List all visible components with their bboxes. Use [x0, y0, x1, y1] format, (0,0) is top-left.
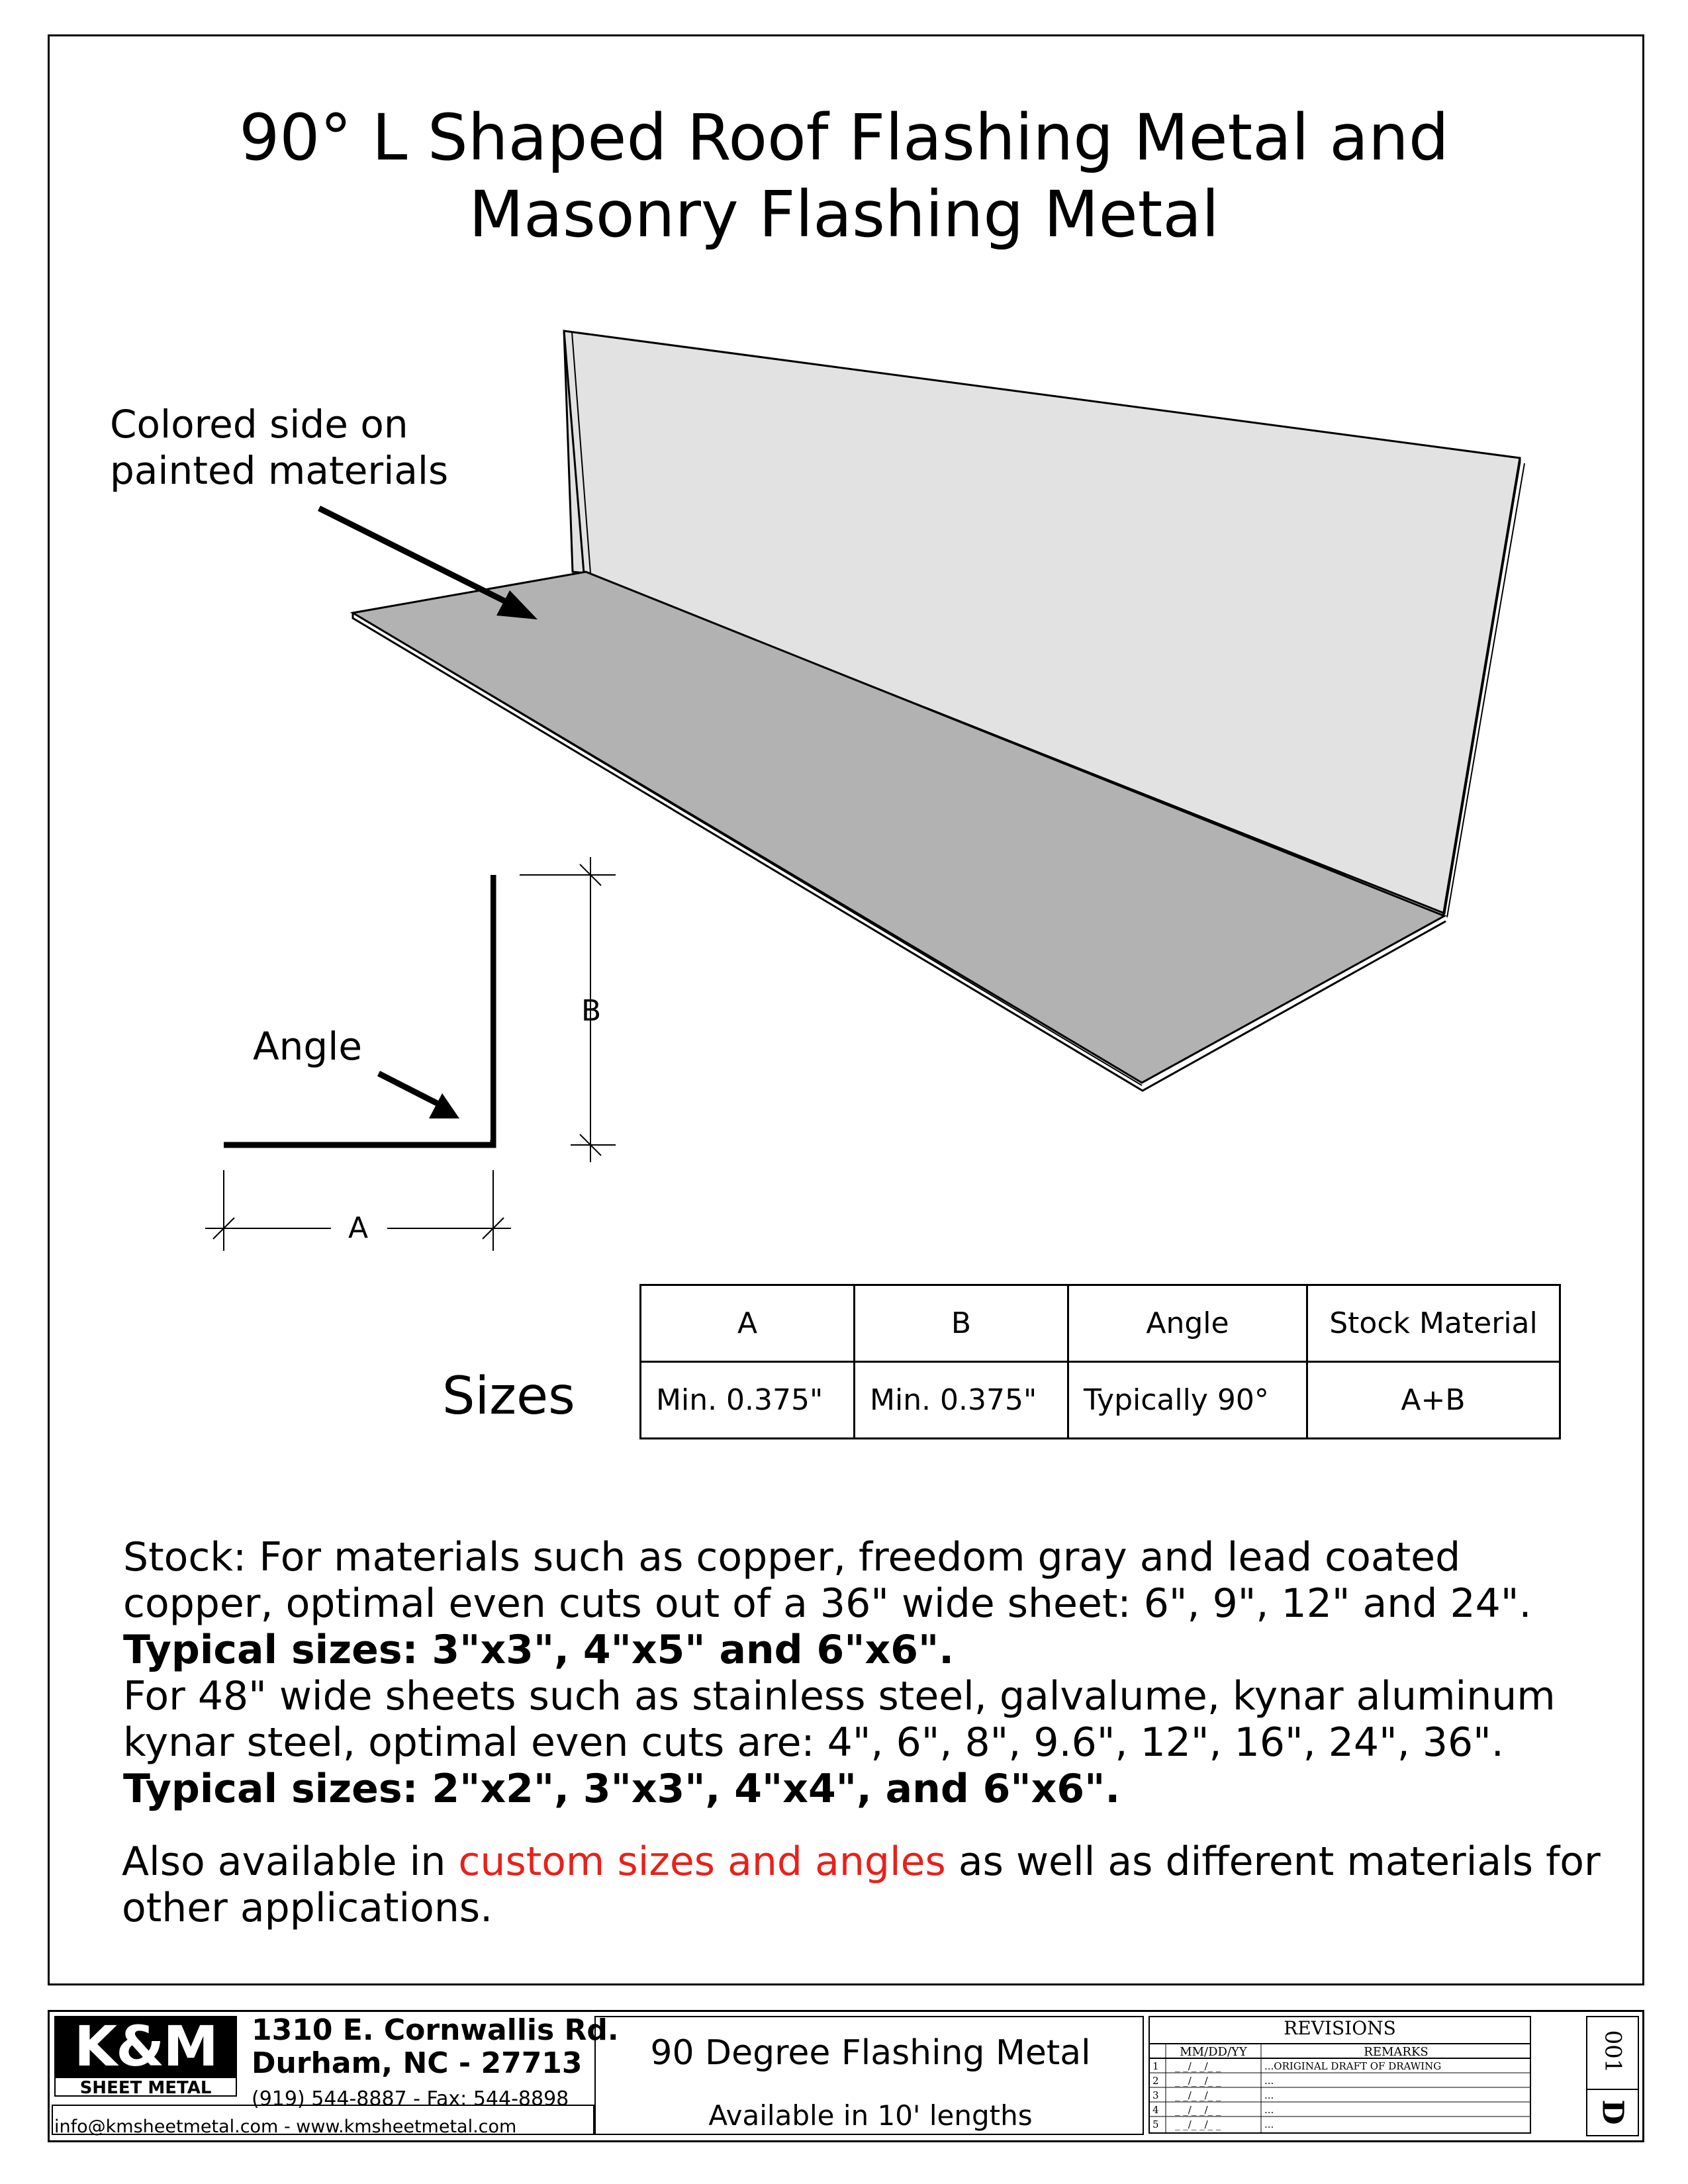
sizes-table — [639, 1284, 1561, 1439]
contact-web: info@kmsheetmetal.com - www.kmsheetmetal.com — [54, 2116, 517, 2137]
availability-prefix: Also available in — [122, 1839, 459, 1885]
stock-line-1: Stock: For materials such as copper, freedom gray and lead coated — [123, 1534, 1461, 1580]
rev-row-1-num: 1 — [1152, 2060, 1159, 2072]
colored-side-callout-line1: Colored side on — [110, 402, 408, 447]
rev-row-5-remark: ... — [1264, 2118, 1274, 2130]
sheet-letter-text: D — [1595, 2099, 1630, 2125]
stock-typical-sizes-1: Typical sizes: 3"x3", 4"x5" and 6"x6". — [123, 1627, 954, 1673]
sizes-label: Sizes — [442, 1367, 575, 1426]
stock-line-2: copper, optimal even cuts out of a 36" wide sheet: 6", 9", 12" and 24". — [123, 1580, 1532, 1627]
header-stock-material: Stock Material — [1307, 1285, 1560, 1362]
rev-row-2-date: _ _/_ _/_ _ — [1175, 2075, 1221, 2087]
rev-row-4-date: _ _/_ _/_ _ — [1175, 2104, 1221, 2116]
rev-row-5-num: 5 — [1152, 2118, 1159, 2130]
rev-row-3-date: _ _/_ _/_ _ — [1175, 2089, 1221, 2101]
header-a: A — [641, 1285, 855, 1362]
rev-row-5-date: _ _/_ _/_ _ — [1175, 2118, 1221, 2130]
contact-web-box — [52, 2105, 594, 2135]
drawing-subtitle: Available in 10' lengths — [708, 2099, 1033, 2132]
phone-fax: (919) 544-8887 - Fax: 544-8898 — [252, 2087, 569, 2111]
angle-arrow-head — [429, 1093, 459, 1118]
rev-row-2-num: 2 — [1152, 2075, 1159, 2087]
sheet-number-text: 001 — [1599, 2030, 1626, 2073]
availability-suffix: as well as different materials for — [945, 1839, 1601, 1885]
value-angle: Typically 90° — [1068, 1362, 1307, 1439]
stock-line-4: For 48" wide sheets such as stainless steel, galvalume, kynar aluminum — [123, 1673, 1556, 1719]
logo-subtitle: SHEET METAL — [54, 2077, 237, 2097]
colored-side-arrow-shaft — [319, 508, 510, 604]
address-line-2: Durham, NC - 27713 — [252, 2046, 583, 2080]
availability-note — [122, 1839, 1638, 1931]
l-section-profile — [224, 875, 493, 1145]
rev-row-3-remark: ... — [1264, 2089, 1274, 2101]
angle-arrow-shaft — [379, 1073, 444, 1107]
header-angle: Angle — [1068, 1285, 1307, 1362]
rev-row-2-remark: ... — [1264, 2075, 1274, 2087]
logo-mark: K&M — [54, 2016, 237, 2077]
angle-callout: Angle — [253, 1024, 363, 1069]
colored-side-callout-line2: painted materials — [110, 448, 449, 493]
sheet-divider — [1586, 2089, 1639, 2090]
sheet-number — [1586, 2019, 1639, 2085]
value-stock-material: A+B — [1307, 1362, 1560, 1439]
availability-line-2: other applications. — [122, 1885, 493, 1931]
availability-highlight: custom sizes and angles — [458, 1839, 946, 1885]
rev-row-3-num: 3 — [1152, 2089, 1159, 2101]
rev-row-4-num: 4 — [1152, 2104, 1159, 2116]
dim-b-label: B — [581, 994, 602, 1028]
value-b: Min. 0.375" — [855, 1362, 1068, 1439]
rev-row-1-date: _ _/_ _/_ _ — [1175, 2060, 1221, 2072]
rev-header-remarks: REMARKS — [1364, 2045, 1429, 2059]
header-b: B — [855, 1285, 1068, 1362]
stock-description — [123, 1534, 1619, 1812]
stock-typical-sizes-2: Typical sizes: 2"x2", 3"x3", 4"x4", and 6"x6". — [123, 1766, 1121, 1812]
dim-a-label: A — [348, 1211, 369, 1245]
value-a: Min. 0.375" — [641, 1362, 855, 1439]
sheet-letter — [1586, 2091, 1639, 2132]
address-line-1: 1310 E. Cornwallis Rd. — [252, 2013, 619, 2047]
rev-row-4-remark: ... — [1264, 2104, 1274, 2116]
drawing-title: 90 Degree Flashing Metal — [650, 2033, 1091, 2073]
page-title-line1: 90° L Shaped Roof Flashing Metal and — [239, 101, 1449, 175]
rev-row-1-remark: ...ORIGINAL DRAFT OF DRAWING — [1264, 2060, 1442, 2072]
stock-line-5: kynar steel, optimal even cuts are: 4", 6", 8", 9.6", 12", 16", 24", 36". — [123, 1719, 1504, 1766]
sizes-data-row — [641, 1362, 1560, 1439]
revisions-title: REVISIONS — [1284, 2017, 1396, 2039]
sizes-header-row — [641, 1285, 1560, 1362]
page-title-line2: Masonry Flashing Metal — [469, 177, 1219, 251]
rev-header-date: MM/DD/YY — [1180, 2045, 1247, 2059]
